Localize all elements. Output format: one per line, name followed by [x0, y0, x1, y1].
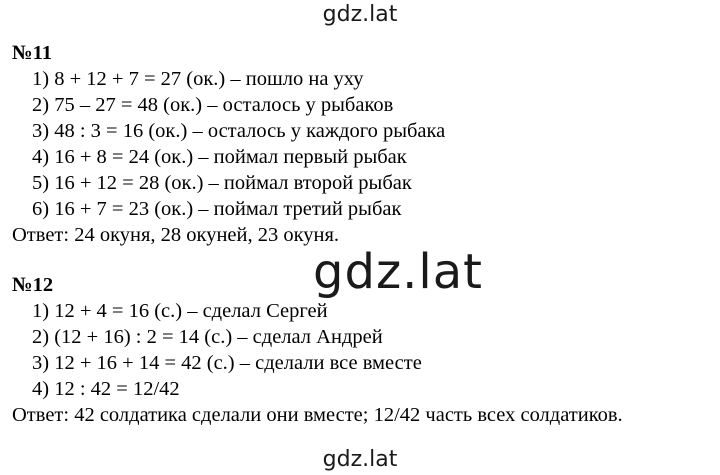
- task-12-step-1: 1) 12 + 4 = 16 (с.) – сделал Сергей: [32, 300, 328, 322]
- task-11-step-1: 1) 8 + 12 + 7 = 27 (ок.) – пошло на уху: [32, 68, 364, 90]
- watermark-middle: gdz.lat: [313, 244, 483, 300]
- task-12-step-2: 2) (12 + 16) : 2 = 14 (с.) – сделал Андрей: [32, 326, 383, 348]
- task-12-answer: Ответ: 42 солдатика сделали они вместе; 12/42 часть всех солдатиков.: [12, 404, 623, 426]
- task-12-step-4: 4) 12 : 42 = 12/42: [32, 378, 180, 400]
- task-11-title: №11: [12, 42, 52, 64]
- task-12-title: №12: [12, 274, 54, 296]
- task-12-step-3: 3) 12 + 16 + 14 = 42 (с.) – сделали все вместе: [32, 352, 422, 374]
- task-11-step-6: 6) 16 + 7 = 23 (ок.) – поймал третий рыбак: [32, 198, 402, 220]
- watermark-top: gdz.lat: [322, 2, 398, 27]
- task-11-step-4: 4) 16 + 8 = 24 (ок.) – поймал первый рыбак: [32, 146, 407, 168]
- watermark-bottom: gdz.lat: [322, 447, 398, 472]
- task-11-answer: Ответ: 24 окуня, 28 окуней, 23 окуня.: [12, 224, 340, 246]
- task-11-step-3: 3) 48 : 3 = 16 (ок.) – осталось у каждого рыбака: [32, 120, 446, 142]
- task-11-step-5: 5) 16 + 12 = 28 (ок.) – поймал второй рыбак: [32, 172, 412, 194]
- task-11-step-2: 2) 75 – 27 = 48 (ок.) – осталось у рыбаков: [32, 94, 394, 116]
